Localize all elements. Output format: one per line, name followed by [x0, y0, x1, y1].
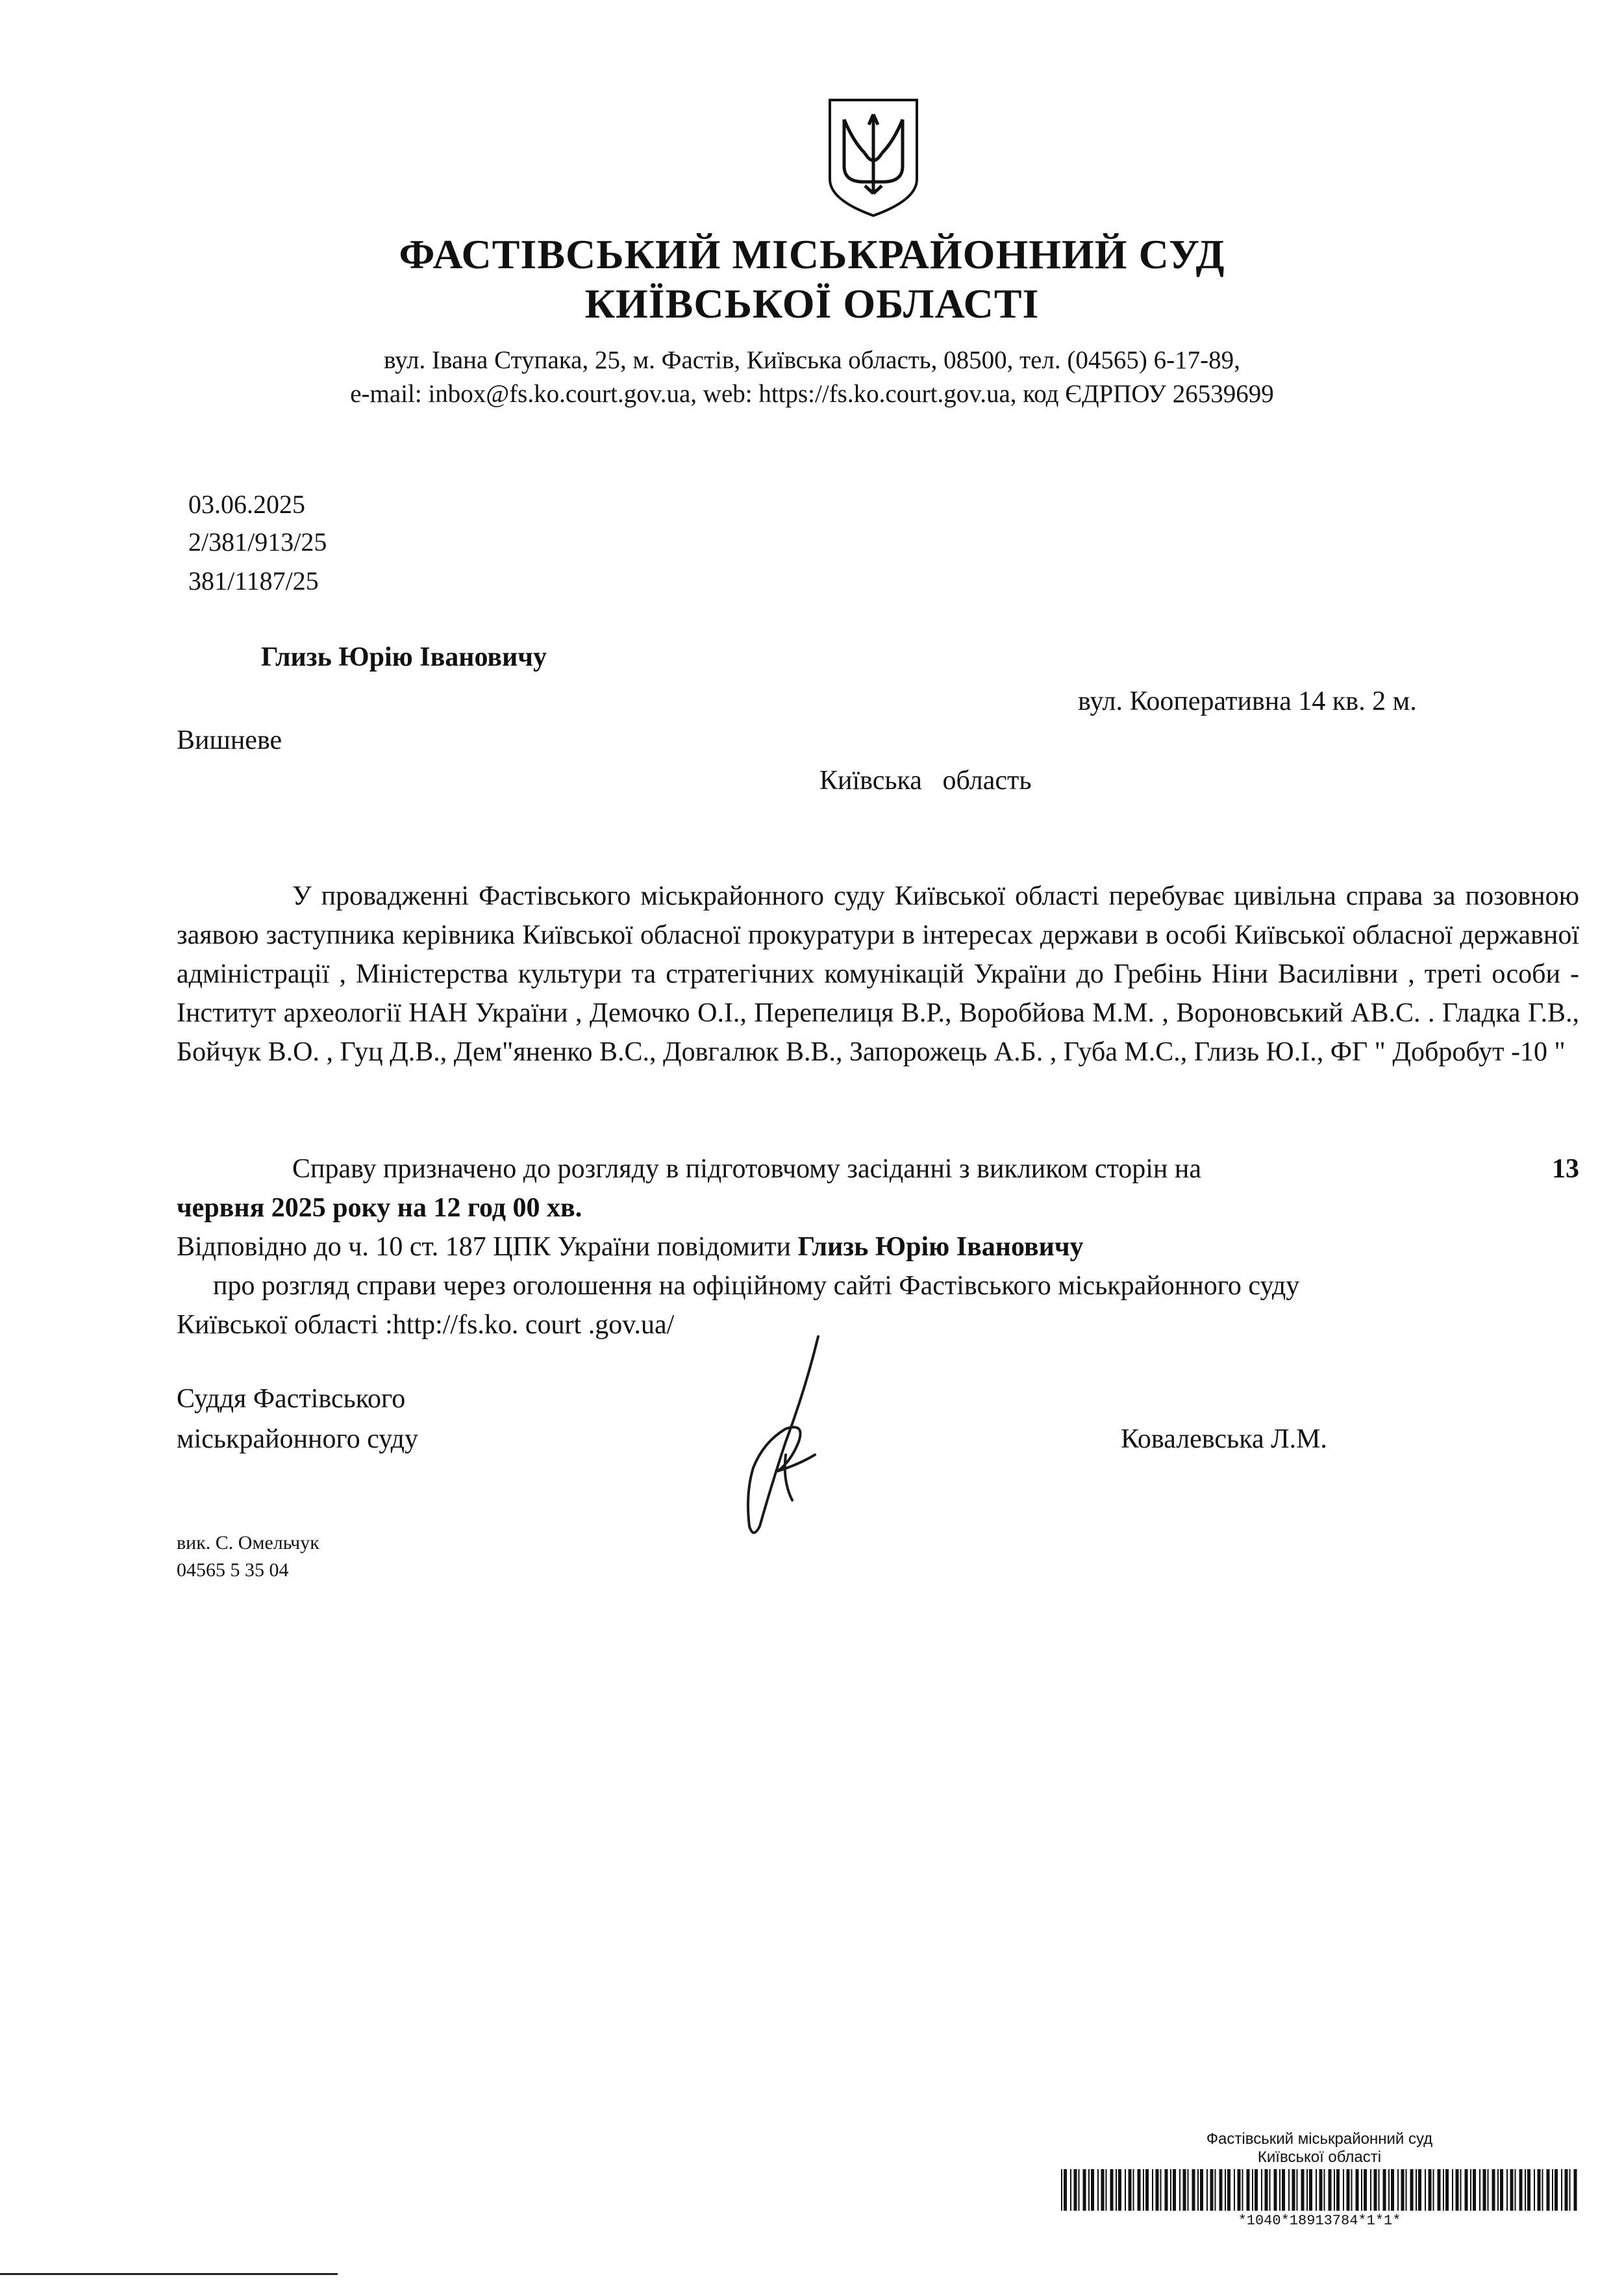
recipient-street: вул. Кооперативна 14 кв. 2 м.: [1078, 686, 1417, 716]
judge-title-line2: міськрайонного суду: [177, 1424, 419, 1454]
barcode-bar: [1401, 2169, 1405, 2211]
barcode-bar: [1110, 2169, 1114, 2211]
court-address: вул. Івана Ступака, 25, м. Фастів, Київська область, 08500, тел. (04565) 6-17-89,: [384, 346, 1240, 374]
barcode-bar: [1247, 2169, 1250, 2211]
footer-rule: [0, 2273, 338, 2275]
barcode-bar: [1125, 2169, 1126, 2211]
executor-phone: 04565 5 35 04: [177, 1559, 289, 1581]
notify-line-3: Київської області :http://fs.ko. court .gov.ua/: [177, 1310, 675, 1340]
notify-line-2: про розгляд справи через оголошення на офіційному сайті Фастівського міськрайонного суду: [213, 1271, 1300, 1301]
barcode-bar: [1336, 2169, 1340, 2211]
barcode-bar: [1309, 2169, 1312, 2211]
barcode-bar: [1145, 2169, 1149, 2211]
barcode-bar: [1279, 2169, 1280, 2211]
barcode-bar: [1319, 2169, 1323, 2211]
barcode: [1060, 2169, 1579, 2211]
hearing-schedule-line: [292, 1150, 1579, 1188]
barcode-bar: [1388, 2169, 1390, 2211]
barcode-bar: [1479, 2169, 1480, 2211]
recipient-town: Вишневе: [177, 725, 282, 755]
barcode-bar: [1265, 2169, 1268, 2211]
barcode-bar: [1274, 2169, 1277, 2211]
barcode-bar: [1364, 2169, 1367, 2211]
barcode-bar: [1143, 2169, 1144, 2211]
barcode-bar: [1429, 2169, 1432, 2211]
barcode-bar: [1160, 2169, 1162, 2211]
barcode-bar: [1425, 2169, 1426, 2211]
barcode-bar: [1091, 2169, 1094, 2211]
barcode-bar: [1156, 2169, 1159, 2211]
barcode-bar: [1492, 2169, 1495, 2211]
barcode-bar: [1165, 2169, 1168, 2211]
barcode-bar: [1252, 2169, 1253, 2211]
barcode-bar: [1418, 2169, 1421, 2211]
barcode-bar: [1483, 2169, 1486, 2211]
barcode-bar: [1565, 2169, 1568, 2211]
barcode-bar: [1206, 2169, 1208, 2211]
barcode-bar: [1106, 2169, 1107, 2211]
notify-name: Глизь Юрію Івановичу: [797, 1232, 1084, 1262]
barcode-bar: [1200, 2169, 1203, 2211]
outgoing-number: 381/1187/25: [188, 566, 319, 596]
barcode-bar: [1379, 2169, 1380, 2211]
recipient-name: Глизь Юрію Івановичу: [261, 642, 547, 672]
barcode-bar: [1219, 2169, 1223, 2211]
barcode-bar: [1215, 2169, 1216, 2211]
barcode-bar: [1506, 2169, 1508, 2211]
barcode-bar: [1297, 2169, 1298, 2211]
barcode-bar: [1391, 2169, 1394, 2211]
barcode-bar: [1547, 2169, 1550, 2211]
barcode-bar: [1497, 2169, 1499, 2211]
hearing-schedule-prefix: Справу призначено до розгляду в підготовчому засіданні з викликом сторін на: [292, 1154, 1202, 1184]
hearing-day: 13: [1552, 1154, 1579, 1184]
barcode-bar: [1347, 2169, 1350, 2211]
barcode-bar: [1188, 2169, 1189, 2211]
barcode-bar: [1242, 2169, 1243, 2211]
court-contacts: e-mail: inbox@fs.ko.court.gov.ua, web: https://fs.ko.court.gov.ua, код ЄДРПОУ 26539699: [350, 380, 1274, 408]
court-name-line2: КИЇВСЬКОЇ ОБЛАСТІ: [584, 281, 1040, 327]
barcode-bar: [1301, 2169, 1305, 2211]
barcode-bar: [1329, 2169, 1332, 2211]
barcode-bar: [1351, 2169, 1353, 2211]
barcode-bar: [1374, 2169, 1377, 2211]
barcode-bar: [1152, 2169, 1153, 2211]
barcode-bar: [1370, 2169, 1371, 2211]
stamp-region: Київської області: [1257, 2148, 1382, 2166]
barcode-bar: [1356, 2169, 1359, 2211]
barcode-bar: [1510, 2169, 1514, 2211]
barcode-bar: [1306, 2169, 1308, 2211]
barcode-bar: [1129, 2169, 1132, 2211]
barcode-bar: [1456, 2169, 1459, 2211]
barcode-bar: [1555, 2169, 1558, 2211]
barcode-bar: [1088, 2169, 1090, 2211]
barcode-bar: [1473, 2169, 1476, 2211]
barcode-bar: [1361, 2169, 1362, 2211]
barcode-bar: [1465, 2169, 1468, 2211]
letter-date: 03.06.2025: [188, 490, 305, 519]
barcode-bar: [1552, 2169, 1553, 2211]
barcode-bar: [1234, 2169, 1235, 2211]
case-number: 2/381/913/25: [188, 527, 327, 557]
barcode-bar: [1324, 2169, 1325, 2211]
barcode-bar: [1569, 2169, 1571, 2211]
barcode-bar: [1261, 2169, 1262, 2211]
barcode-bar: [1061, 2169, 1062, 2211]
barcode-bar: [1397, 2169, 1399, 2211]
barcode-bar: [1538, 2169, 1541, 2211]
barcode-bar: [1542, 2169, 1543, 2211]
barcode-bar: [1438, 2169, 1441, 2211]
barcode-bar: [1460, 2169, 1462, 2211]
barcode-bar: [1416, 2169, 1417, 2211]
barcode-bar: [1118, 2169, 1121, 2211]
barcode-bar: [1316, 2169, 1317, 2211]
barcode-bar: [1443, 2169, 1444, 2211]
barcode-bar: [1500, 2169, 1503, 2211]
notify-prefix: Відповідно до ч. 10 ст. 187 ЦПК України повідомити: [177, 1232, 792, 1262]
barcode-bar: [1525, 2169, 1526, 2211]
executor-name: вик. С. Омельчук: [177, 1532, 319, 1553]
barcode-bar: [1197, 2169, 1199, 2211]
case-description: У провадженні Фастівського міськрайонного суду Київської області перебуває цивільна справа за позовною заявою заступника керівника Київської обласної прокуратури в інтересах держави в особі Київської обласної державної адміністрації , Міністерства культури та стратегічних комунікацій України до Гребінь Ніни Василівни , треті особи - Інститут археології НАН України , Демочко О.І., Перепелиця В.Р., Воробйова М.М. , Вороновський АВ.С. . Гладка Г.В., Бойчук В.О. , Гуц Д.В., Дем"яненко В.С., Довгалюк В.В., Запорожець А.Б. , Губа М.С., Глизь Ю.І., ФГ " Добробут -10 ": [177, 881, 1579, 1067]
barcode-bar: [1255, 2169, 1258, 2211]
barcode-bar: [1097, 2169, 1099, 2211]
barcode-bar: [1488, 2169, 1489, 2211]
barcode-bar: [1574, 2169, 1577, 2211]
barcode-bar: [1561, 2169, 1562, 2211]
barcode-bar: [1406, 2169, 1407, 2211]
barcode-bar: [1101, 2169, 1105, 2211]
barcode-bar: [1225, 2169, 1226, 2211]
barcode-bar: [1179, 2169, 1181, 2211]
barcode-bar: [1227, 2169, 1230, 2211]
barcode-bar: [1334, 2169, 1335, 2211]
hearing-date: червня 2025 року на 12 год 00 хв.: [177, 1193, 582, 1223]
barcode-bar: [1116, 2169, 1117, 2211]
barcode-bar: [1288, 2169, 1290, 2211]
barcode-bar: [1070, 2169, 1071, 2211]
barcode-bar: [1452, 2169, 1453, 2211]
handwritten-signature: [708, 1331, 838, 1552]
court-name-line1: ФАСТІВСЬКИЙ МІСЬКРАЙОННИЙ СУД: [399, 231, 1225, 277]
judge-title-line1: Суддя Фастівського: [177, 1384, 406, 1414]
barcode-bar: [1074, 2169, 1077, 2211]
barcode-bar: [1269, 2169, 1271, 2211]
barcode-bar: [1410, 2169, 1414, 2211]
barcode-bar: [1138, 2169, 1141, 2211]
barcode-bar: [1282, 2169, 1285, 2211]
barcode-bar: [1210, 2169, 1214, 2211]
barcode-bar: [1083, 2169, 1086, 2211]
trident-coat-of-arms-icon: [825, 96, 922, 220]
barcode-bar: [1292, 2169, 1295, 2211]
barcode-bar: [1173, 2169, 1176, 2211]
notify-line: [177, 1227, 1579, 1266]
barcode-bar: [1343, 2169, 1344, 2211]
barcode-bar: [1470, 2169, 1471, 2211]
barcode-bar: [1383, 2169, 1386, 2211]
barcode-bar: [1433, 2169, 1434, 2211]
barcode-bar: [1133, 2169, 1134, 2211]
barcode-bar: [1183, 2169, 1186, 2211]
recipient-region: Київська область: [819, 766, 1032, 796]
barcode-bar: [1519, 2169, 1523, 2211]
barcode-bar: [1534, 2169, 1535, 2211]
barcode-bar: [1170, 2169, 1171, 2211]
barcode-bar: [1527, 2169, 1530, 2211]
barcode-bar: [1064, 2169, 1067, 2211]
barcode-bar: [1192, 2169, 1195, 2211]
stamp-court-name: Фастівський міськрайонний суд: [1206, 2130, 1433, 2148]
barcode-bar: [1445, 2169, 1449, 2211]
barcode-bar: [1079, 2169, 1080, 2211]
barcode-bar: [1515, 2169, 1516, 2211]
barcode-bar: [1238, 2169, 1241, 2211]
judge-name: Ковалевська Л.М.: [1121, 1424, 1327, 1454]
barcode-text: *1040*18913784*1*1*: [1238, 2213, 1401, 2229]
